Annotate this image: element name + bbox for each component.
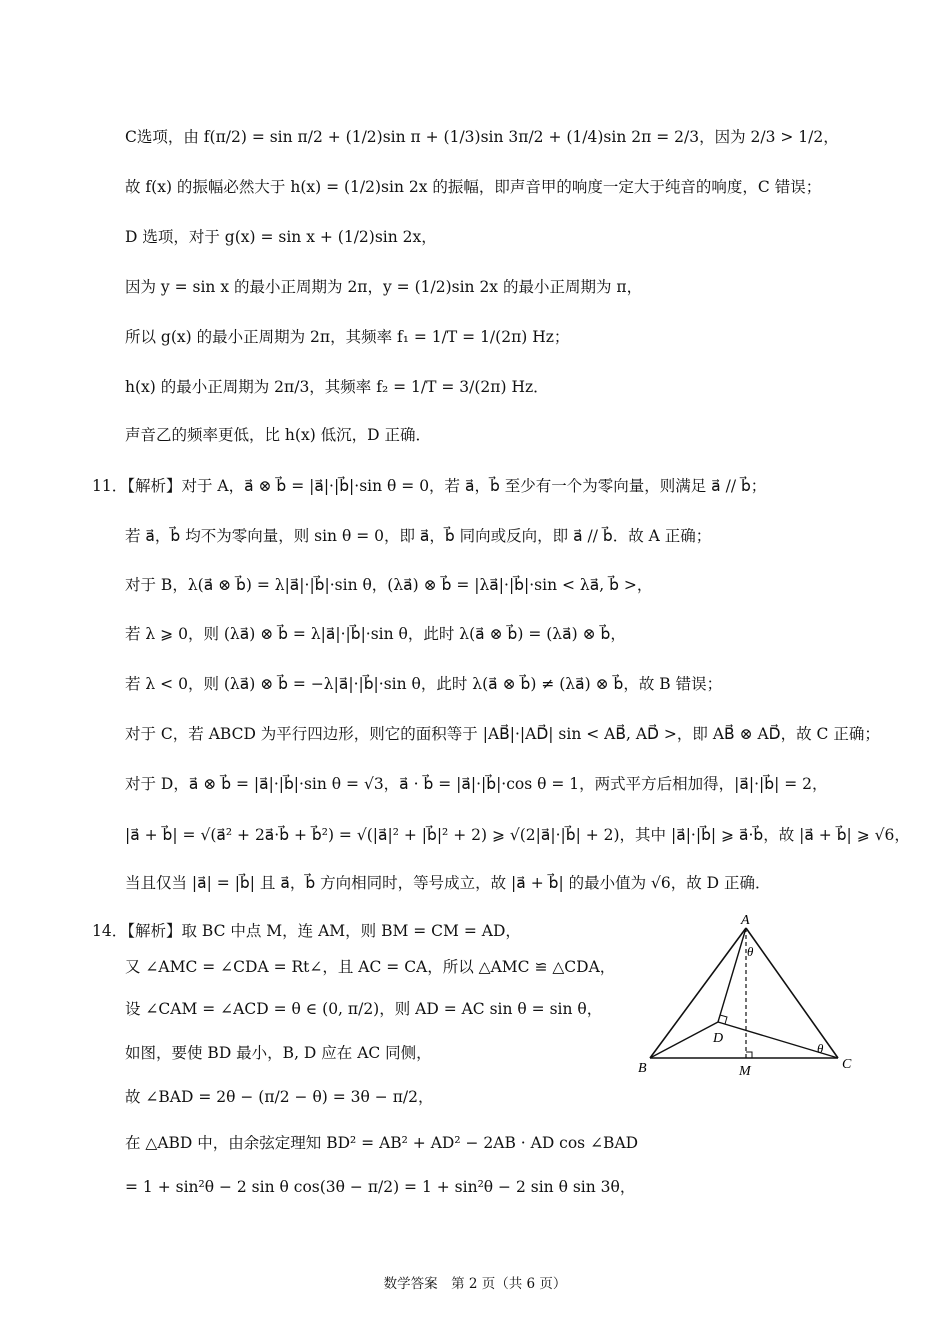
text-line-q11-d-ineq: |a⃗ + b⃗| = √(a⃗² + 2a⃗·b⃗ + b⃗²) = √(|a⃗|² + |b⃗|² + 2) ⩾ √(2|a⃗|·|b⃗| + 2)，其中 |a⃗|·|b⃗| ⩾ a⃗·b⃗，故 |a⃗ + b⃗| ⩾ √6， (125, 826, 910, 844)
text-line-q14-congruent: 又 ∠AMC = ∠CDA = Rt∠，且 AC = CA，所以 △AMC ≌ △CDA， (125, 958, 616, 976)
text-line-q14-figure: 如图，要使 BD 最小，B, D 应在 AC 同侧， (125, 1044, 432, 1062)
text-line-frequency-h: h(x) 的最小正周期为 2π/3，其频率 f₂ = 1/T = 3/(2π) Hz． (125, 378, 549, 396)
text-line-q11-d-eq: 当且仅当 |a⃗| = |b⃗| 且 a⃗，b⃗ 方向相同时，等号成立，故 |a⃗ + b⃗| 的最小值为 √6，故 D 正确． (125, 874, 771, 892)
segment-ad (718, 928, 746, 1022)
segment-ac (746, 928, 838, 1058)
label-d: D (713, 1031, 724, 1046)
text-line-q11-c: 对于 C，若 ABCD 为平行四边形，则它的面积等于 |AB⃗|·|AD⃗| sin < AB⃗, AD⃗ >，即 AB⃗ ⊗ AD⃗，故 C 正确； (125, 725, 880, 743)
label-theta-at-c: θ (817, 1041, 824, 1056)
text-line-q14-expansion: = 1 + sin²θ − 2 sin θ cos(3θ − π/2) = 1 + sin²θ − 2 sin θ sin 3θ， (125, 1178, 636, 1196)
text-line-q14-theta: 设 ∠CAM = ∠ACD = θ ∈ (0, π/2)，则 AD = AC sin θ = sin θ， (125, 1000, 603, 1018)
text-line-q11-b: 对于 B，λ(a⃗ ⊗ b⃗) = λ|a⃗|·|b⃗|·sin θ，(λa⃗) ⊗ b⃗ = |λa⃗|·|b⃗|·sin < λa⃗, b⃗ >， (125, 576, 653, 594)
text-line-q14-angle: 故 ∠BAD = 2θ − (π/2 − θ) = 3θ − π/2， (125, 1088, 434, 1106)
label-a: A (741, 913, 750, 928)
text-line-q14-cosine-law: 在 △ABD 中，由余弦定理知 BD² = AB² + AD² − 2AB · AD cos ∠BAD (125, 1134, 639, 1152)
text-line-q11-d: 对于 D，a⃗ ⊗ b⃗ = |a⃗|·|b⃗|·sin θ = √3，a⃗ · b⃗ = |a⃗|·|b⃗|·cos θ = 1，两式平方后相加得，|a⃗|·|b⃗| = 2， (125, 775, 828, 793)
text-line-amplitude: 故 f(x) 的振幅必然大于 h(x) = (1/2)sin 2x 的振幅，即声音甲的响度一定大于纯音的响度，C 错误； (125, 178, 822, 196)
text-line-d-option: D 选项，对于 g(x) = sin x + (1/2)sin 2x， (125, 228, 437, 246)
page-footer: 数学答案 第 2 页（共 6 页） (383, 1276, 567, 1292)
segment-ab (650, 928, 746, 1058)
right-angle-mark-m (746, 1052, 752, 1058)
label-m: M (739, 1064, 751, 1079)
text-line-q11-b-pos: 若 λ ⩾ 0，则 (λa⃗) ⊗ b⃗ = λ|a⃗|·|b⃗|·sin θ，此时 λ(a⃗ ⊗ b⃗) = (λa⃗) ⊗ b⃗， (125, 625, 626, 643)
text-line-frequency-g: 所以 g(x) 的最小正周期为 2π，其频率 f₁ = 1/T = 1/(2π) Hz； (125, 328, 570, 346)
text-line-q11-a: 11．【解析】对于 A，a⃗ ⊗ b⃗ = |a⃗|·|b⃗|·sin θ = 0，若 a⃗，b⃗ 至少有一个为零向量，则满足 a⃗ // b⃗； (92, 477, 767, 495)
text-line-periods: 因为 y = sin x 的最小正周期为 2π，y = (1/2)sin 2x 的最小正周期为 π， (125, 278, 643, 296)
text-line-q14-start: 14．【解析】取 BC 中点 M，连 AM，则 BM = CM = AD， (92, 922, 521, 940)
text-line-c-option: C选项，由 f(π/2) = sin π/2 + (1/2)sin π + (1/3)sin 3π/2 + (1/4)sin 2π = 2/3，因为 2/3 > 1/2， (125, 128, 839, 146)
label-c: C (842, 1057, 852, 1072)
label-b: B (638, 1061, 647, 1076)
text-line-conclusion-d: 声音乙的频率更低，比 h(x) 低沉，D 正确． (125, 426, 432, 444)
text-line-q11-b-neg: 若 λ < 0，则 (λa⃗) ⊗ b⃗ = −λ|a⃗|·|b⃗|·sin θ，此时 λ(a⃗ ⊗ b⃗) ≠ (λa⃗) ⊗ b⃗，故 B 错误； (125, 675, 723, 693)
text-line-q11-a-cont: 若 a⃗，b⃗ 均不为零向量，则 sin θ = 0，即 a⃗，b⃗ 同向或反向，即 a⃗ // b⃗．故 A 正确； (125, 527, 712, 545)
triangle-figure (630, 912, 860, 1082)
segment-bd (650, 1022, 718, 1058)
label-theta-at-a: θ (747, 944, 754, 959)
